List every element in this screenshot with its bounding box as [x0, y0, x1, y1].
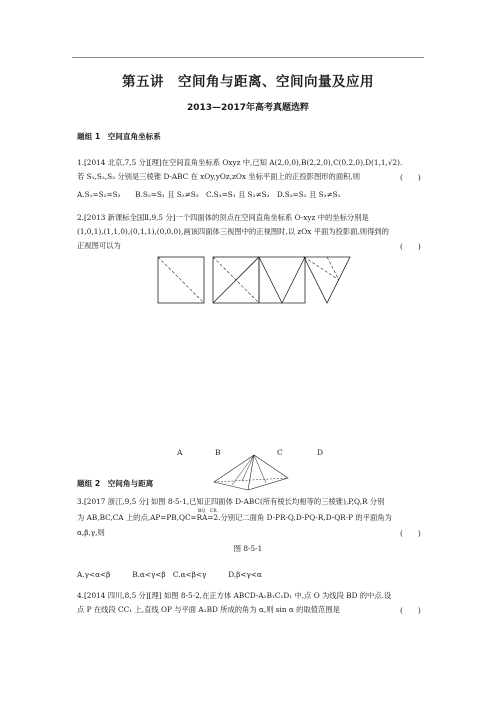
- q3-line1: 3.[2017 浙江,9,5 分] 如图 8-5-1,已知正四面体 D-ABC(所有棱长均相等的三棱锥),P,Q,R 分别: [77, 497, 385, 506]
- q2-option-c-figure: [258, 256, 306, 304]
- q3-options: A.γ<α<β B.α<γ<β C.α<β<γ D.β<γ<α: [77, 570, 262, 579]
- q3-line3: α,β,γ,则: [77, 528, 105, 537]
- q3-fraction-numerators: BQ CR: [198, 509, 217, 514]
- q2-answer-paren: ( ): [400, 242, 421, 251]
- q1-line1: 1.[2014 北京,7,5 分][理]在空间直角坐标系 Oxyz 中,已知 A(2,0,0),B(2,2,0),C(0,2,0),D(1,1,√2).: [77, 158, 403, 167]
- q2-label-d: D: [317, 448, 324, 457]
- q2-option-d-figure: [303, 256, 351, 304]
- q3-line2: 为 AB,BC,CA 上的点,AP=PB,QC=RA=2.分别记二面角 D-PR-Q,D-PQ-R,D-QR-P 的平面角为: [77, 513, 392, 522]
- q3-tetrahedron-figure: [206, 452, 296, 494]
- section-heading-1: 题组 1 空间直角坐标系: [77, 132, 161, 141]
- q2-label-b: B: [215, 448, 221, 457]
- q2-line2: (1,0,1),(1,1,0),(0,1,1),(0,0,0),画该四面体三视图中的正视图时,以 zOx 平面为投影面,则得到的: [77, 227, 389, 236]
- q1-line2: 若 S₁,S₂,S₃ 分别是三棱锥 D-ABC 在 xOy,yOz,zOx 坐标平面上的正投影图形的面积,则: [77, 172, 361, 181]
- q4-line1: 4.[2014 四川,8,5 分][理] 如图 8-5-2,在正方体 ABCD-A₁B₁C₁D₁ 中,点 O 为线段 BD 的中点.设: [77, 591, 392, 600]
- q2-label-a: A: [177, 448, 183, 457]
- q4-answer-paren: ( ): [400, 606, 421, 615]
- q2-option-b-figure: [212, 256, 260, 304]
- q2-label-c: C: [277, 448, 283, 457]
- q3-figure-caption: 图 8-5-1: [233, 544, 263, 553]
- section-heading-2: 题组 2 空间角与距离: [77, 479, 154, 488]
- q3-answer-paren: ( ): [400, 529, 421, 538]
- header-rule: [72, 57, 424, 58]
- q2-line1: 2.[2013 新课标全国Ⅱ,9,5 分]一个四面体的顶点在空间直角坐标系 O-xyz 中的坐标分别是: [77, 213, 369, 222]
- page-subtitle: 2013—2017年高考真题选粹: [186, 103, 310, 113]
- q1-answer-paren: ( ): [400, 173, 421, 182]
- q2-line3: 正视图可以为: [77, 241, 121, 250]
- q4-line2: 点 P 在线段 CC₁ 上,直线 OP 与平面 A₁BD 所成的角为 α,则 sin α 的取值范围是: [77, 605, 340, 614]
- q1-options: A.S₁=S₂=S₃ B.S₂=S₁ 且 S₂≠S₃ C.S₃=S₁ 且 S₃≠S₂ D.S₃=S₂ 且 S₃≠S₁: [77, 190, 341, 199]
- page-title: 第五讲 空间角与距离、空间向量及应用: [122, 74, 374, 90]
- q2-option-a-figure: [157, 256, 205, 304]
